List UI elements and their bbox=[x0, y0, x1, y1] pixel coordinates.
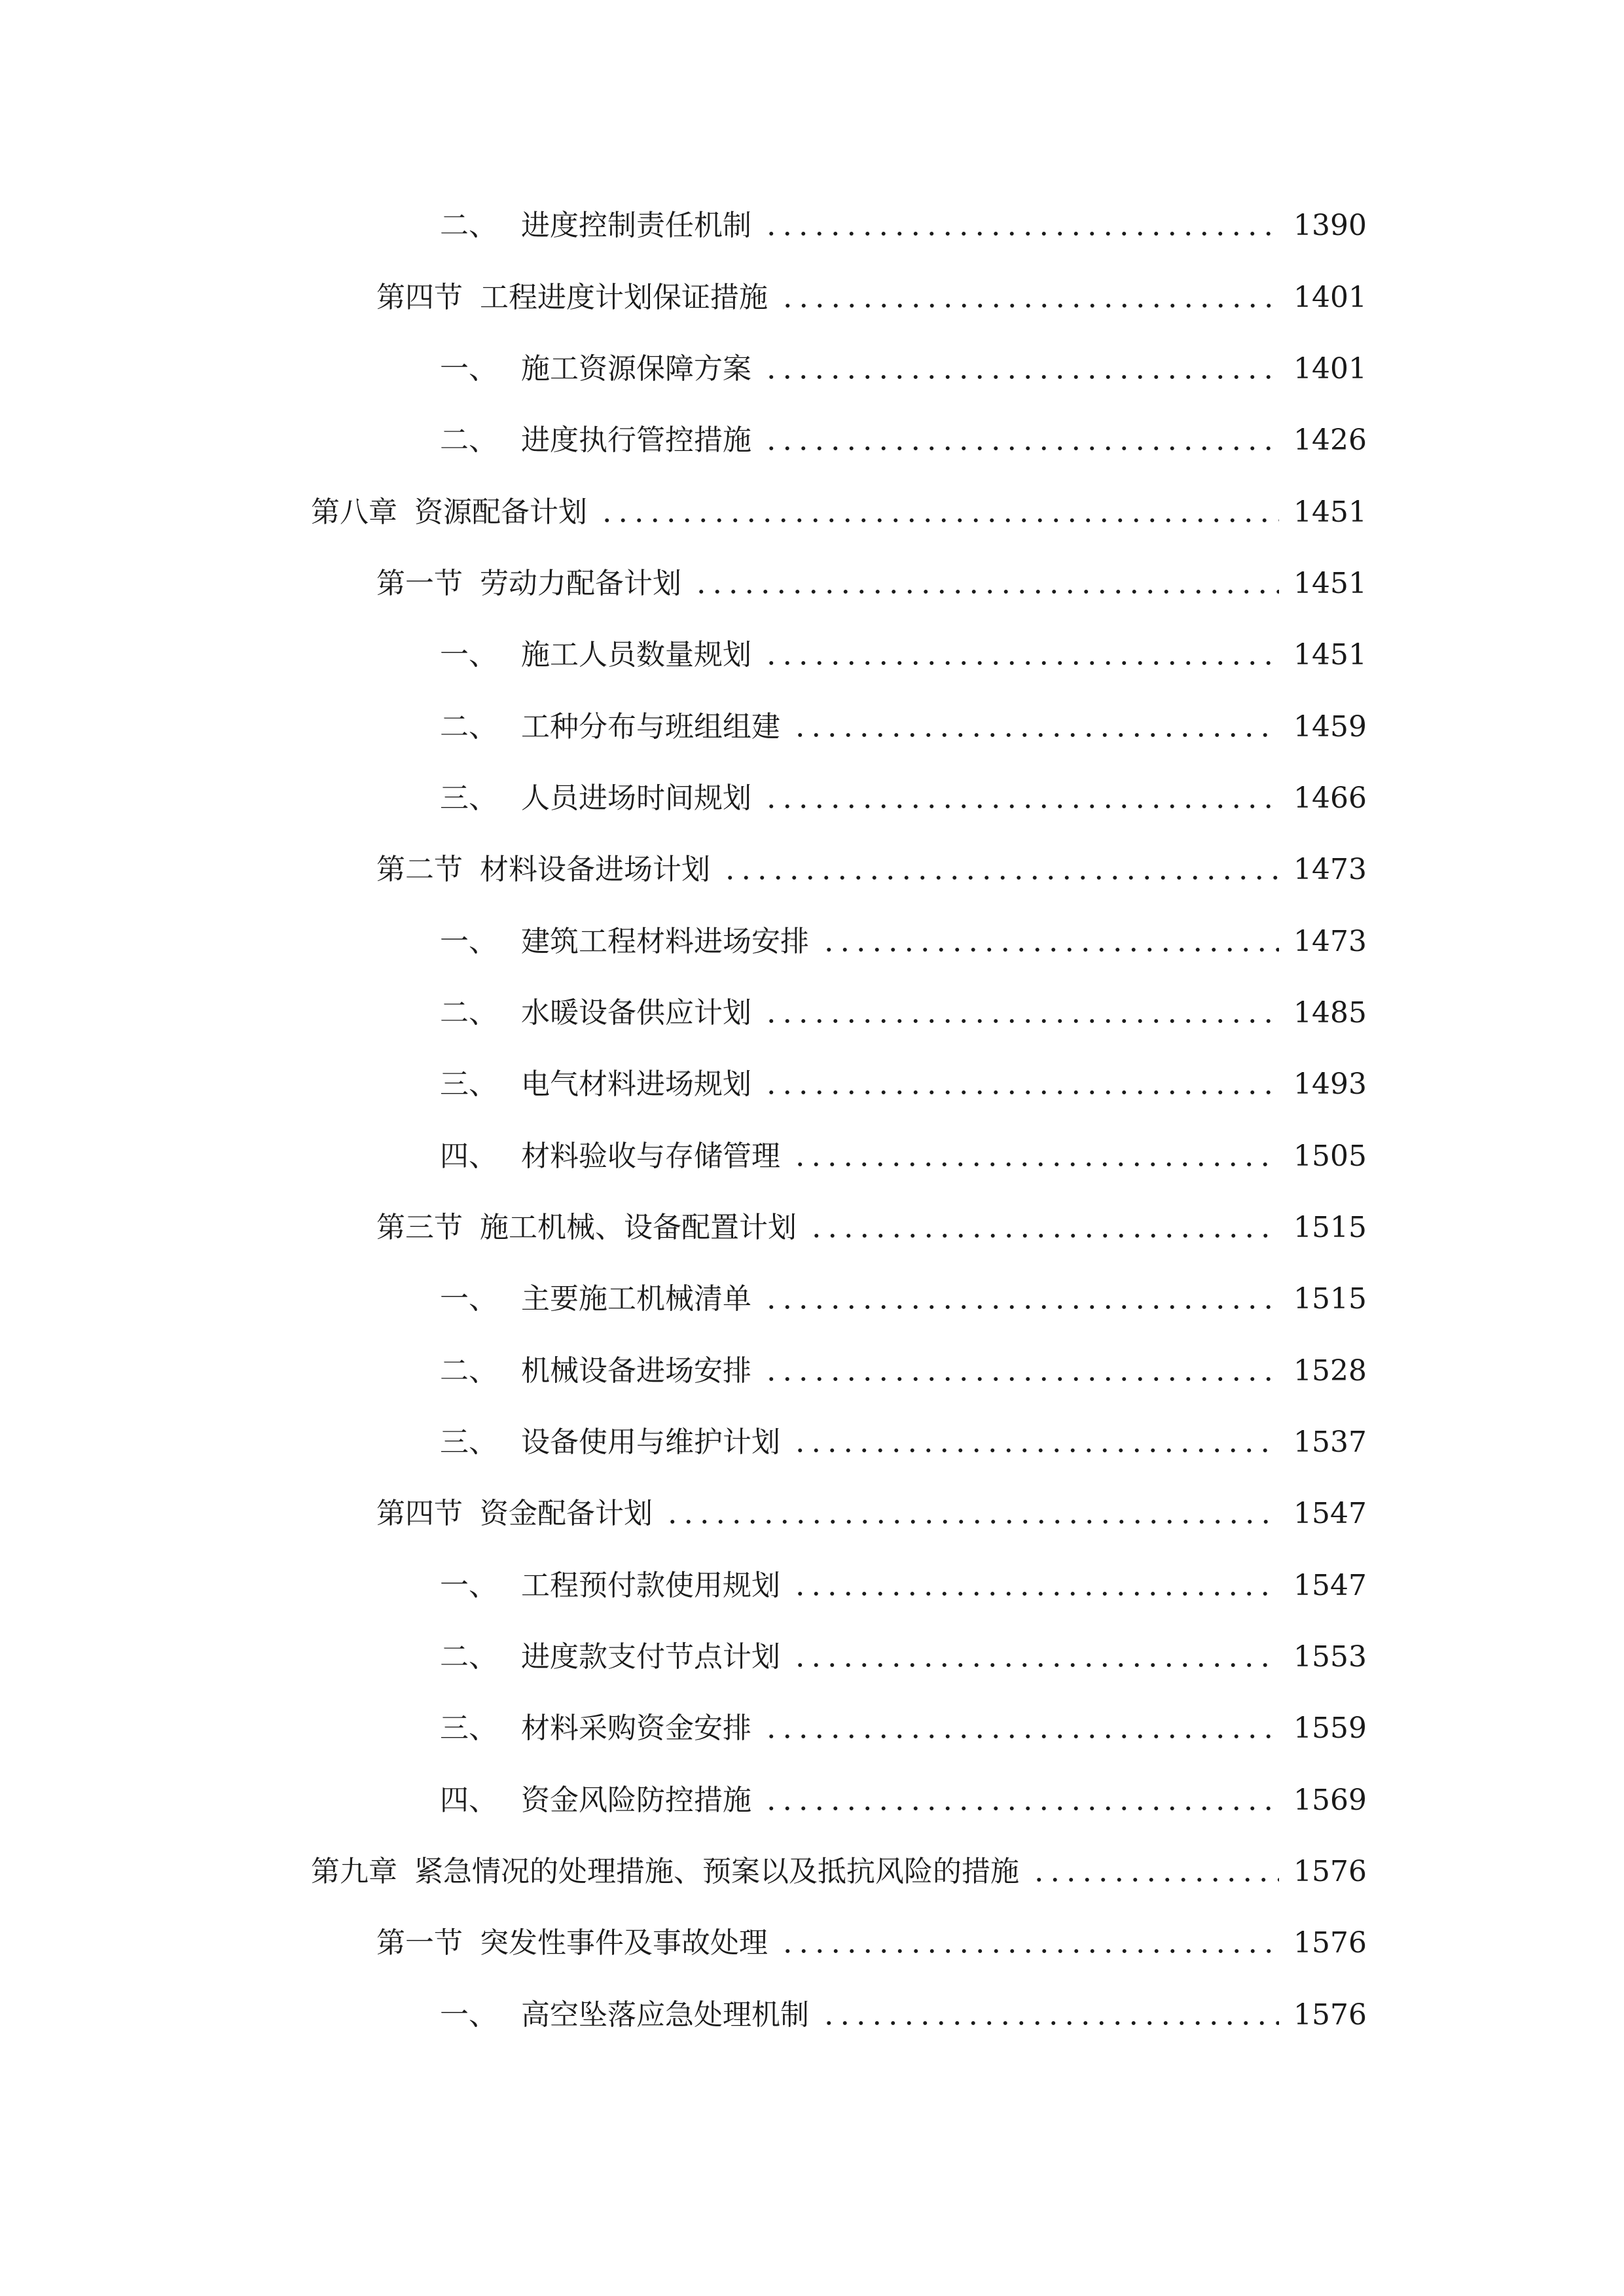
toc-entry-page: 1569 bbox=[1293, 1784, 1367, 1817]
toc-entry-title: 紧急情况的处理措施、预案以及抵抗风险的措施 bbox=[414, 1855, 1019, 1888]
toc-dot-leader bbox=[792, 1162, 1279, 1167]
toc-entry-title: 进度执行管控措施 bbox=[521, 423, 751, 457]
toc-entry-page: 1451 bbox=[1293, 495, 1367, 529]
toc-entry-title: 水暖设备供应计划 bbox=[521, 996, 751, 1030]
toc-dot-leader bbox=[792, 1591, 1279, 1596]
toc-entry[interactable] bbox=[440, 1768, 1367, 1820]
toc-dot-leader bbox=[763, 660, 1279, 666]
toc-entry-page: 1537 bbox=[1293, 1426, 1367, 1459]
toc-entry-page: 1505 bbox=[1293, 1139, 1367, 1173]
toc-entry-number: 四、 bbox=[440, 1139, 497, 1173]
toc-dot-leader bbox=[780, 303, 1279, 308]
toc-entry-title: 机械设备进场安排 bbox=[521, 1354, 751, 1388]
toc-entry-number: 一、 bbox=[440, 352, 497, 386]
toc-dot-leader bbox=[599, 518, 1279, 523]
toc-entry-number: 第三节 bbox=[376, 1211, 463, 1244]
toc-entry-title: 工种分布与班组组建 bbox=[521, 710, 780, 744]
toc-entry-title: 资金风险防控措施 bbox=[521, 1784, 751, 1817]
toc-entry-title: 突发性事件及事故处理 bbox=[480, 1926, 768, 1960]
toc-entry-title: 进度控制责任机制 bbox=[521, 209, 751, 242]
toc-dot-leader bbox=[792, 1662, 1279, 1668]
toc-entry-title: 工程进度计划保证措施 bbox=[480, 281, 768, 314]
toc-dot-leader bbox=[722, 875, 1279, 880]
toc-entry[interactable] bbox=[440, 622, 1367, 675]
toc-entry-number: 一、 bbox=[440, 1998, 497, 2032]
toc-entry-page: 1459 bbox=[1293, 710, 1367, 744]
toc-entry-title: 高空坠落应急处理机制 bbox=[521, 1998, 809, 2032]
toc-dot-leader bbox=[693, 589, 1279, 594]
toc-entry-number: 一、 bbox=[440, 925, 497, 958]
toc-entry[interactable] bbox=[440, 1410, 1367, 1462]
toc-entry[interactable] bbox=[440, 1338, 1367, 1391]
toc-entry-number: 第四节 bbox=[376, 281, 463, 314]
toc-entry[interactable] bbox=[440, 694, 1367, 747]
toc-dot-leader bbox=[763, 446, 1279, 451]
toc-entry-number: 第八章 bbox=[311, 495, 397, 529]
toc-entry-page: 1401 bbox=[1293, 352, 1367, 386]
toc-dot-leader bbox=[1031, 1877, 1279, 1882]
toc-entry[interactable] bbox=[311, 480, 1367, 532]
toc-entry-number: 二、 bbox=[440, 423, 497, 457]
toc-entry[interactable] bbox=[376, 1910, 1367, 1963]
toc-entry[interactable] bbox=[440, 1052, 1367, 1104]
toc-entry-page: 1576 bbox=[1293, 1998, 1367, 2032]
toc-entry-page: 1473 bbox=[1293, 925, 1367, 958]
toc-dot-leader bbox=[763, 1734, 1279, 1739]
toc-entry-title: 材料验收与存储管理 bbox=[521, 1139, 780, 1173]
toc-entry-number: 二、 bbox=[440, 710, 497, 744]
toc-dot-leader bbox=[780, 1948, 1279, 1954]
toc-entry-title: 资金配备计划 bbox=[480, 1497, 653, 1530]
toc-entry-title: 施工资源保障方案 bbox=[521, 352, 751, 386]
toc-entry[interactable] bbox=[440, 1624, 1367, 1677]
toc-entry-number: 三、 bbox=[440, 1426, 497, 1459]
toc-entry-number: 一、 bbox=[440, 638, 497, 672]
toc-entry-page: 1426 bbox=[1293, 423, 1367, 457]
toc-entry-page: 1401 bbox=[1293, 281, 1367, 314]
toc-entry-number: 第一节 bbox=[376, 1926, 463, 1960]
toc-entry-title: 材料设备进场计划 bbox=[480, 853, 710, 886]
toc-entry[interactable] bbox=[440, 1266, 1367, 1319]
toc-dot-leader bbox=[792, 732, 1279, 738]
toc-entry-title: 材料采购资金安排 bbox=[521, 1712, 751, 1745]
toc-dot-leader bbox=[763, 1806, 1279, 1811]
toc-entry-page: 1515 bbox=[1293, 1282, 1367, 1316]
toc-dot-leader bbox=[763, 1090, 1279, 1095]
toc-entry-page: 1473 bbox=[1293, 853, 1367, 886]
toc-entry[interactable] bbox=[440, 1696, 1367, 1748]
toc-entry-title: 施工人员数量规划 bbox=[521, 638, 751, 672]
toc-entry-number: 三、 bbox=[440, 1067, 497, 1101]
toc-entry-page: 1466 bbox=[1293, 781, 1367, 815]
toc-entry-number: 第一节 bbox=[376, 567, 463, 600]
toc-entry-number: 第九章 bbox=[311, 1855, 397, 1888]
toc-entry-page: 1528 bbox=[1293, 1354, 1367, 1388]
toc-entry[interactable] bbox=[440, 1982, 1367, 2035]
toc-entry-number: 三、 bbox=[440, 1712, 497, 1745]
toc-dot-leader bbox=[821, 947, 1279, 952]
toc-entry-title: 主要施工机械清单 bbox=[521, 1282, 751, 1316]
toc-dot-leader bbox=[763, 1376, 1279, 1382]
toc-entry-number: 第二节 bbox=[376, 853, 463, 886]
toc-entry[interactable] bbox=[440, 909, 1367, 961]
toc-entry-title: 电气材料进场规划 bbox=[521, 1067, 751, 1101]
toc-entry-title: 资源配备计划 bbox=[414, 495, 587, 529]
toc-dot-leader bbox=[763, 231, 1279, 236]
toc-entry[interactable] bbox=[376, 1195, 1367, 1247]
toc-entry-number: 二、 bbox=[440, 1640, 497, 1674]
toc-entry[interactable] bbox=[311, 1839, 1367, 1892]
toc-entry-number: 四、 bbox=[440, 1784, 497, 1817]
toc-entry[interactable] bbox=[376, 551, 1367, 603]
toc-entry-title: 工程预付款使用规划 bbox=[521, 1569, 780, 1602]
toc-entry-page: 1553 bbox=[1293, 1640, 1367, 1674]
toc-entry-page: 1390 bbox=[1293, 209, 1367, 242]
toc-dot-leader bbox=[821, 2020, 1279, 2026]
toc-entry-number: 二、 bbox=[440, 1354, 497, 1388]
toc-dot-leader bbox=[763, 374, 1279, 380]
toc-entry-page: 1451 bbox=[1293, 638, 1367, 672]
toc-dot-leader bbox=[763, 1018, 1279, 1024]
toc-entry[interactable] bbox=[376, 1481, 1367, 1534]
toc-entry-number: 三、 bbox=[440, 781, 497, 815]
toc-entry-page: 1559 bbox=[1293, 1712, 1367, 1745]
toc-entry-title: 人员进场时间规划 bbox=[521, 781, 751, 815]
toc-entry-page: 1547 bbox=[1293, 1497, 1367, 1530]
toc-entry[interactable] bbox=[440, 766, 1367, 818]
toc-dot-leader bbox=[808, 1233, 1279, 1238]
toc-dot-leader bbox=[664, 1519, 1279, 1524]
toc-entry-number: 第四节 bbox=[376, 1497, 463, 1530]
toc-entry[interactable] bbox=[376, 265, 1367, 317]
toc-entry[interactable] bbox=[440, 980, 1367, 1033]
toc-entry-title: 进度款支付节点计划 bbox=[521, 1640, 780, 1674]
toc-entry-number: 二、 bbox=[440, 209, 497, 242]
toc-entry-page: 1515 bbox=[1293, 1211, 1367, 1244]
toc-entry-number: 二、 bbox=[440, 996, 497, 1030]
toc-entry-title: 建筑工程材料进场安排 bbox=[521, 925, 809, 958]
toc-entry[interactable] bbox=[440, 336, 1367, 389]
toc-entry[interactable] bbox=[440, 408, 1367, 460]
toc-entry-number: 一、 bbox=[440, 1569, 497, 1602]
toc-entry-title: 设备使用与维护计划 bbox=[521, 1426, 780, 1459]
toc-entry[interactable] bbox=[440, 1124, 1367, 1176]
toc-entry-page: 1485 bbox=[1293, 996, 1367, 1030]
toc-dot-leader bbox=[792, 1448, 1279, 1453]
toc-entry-number: 一、 bbox=[440, 1282, 497, 1316]
toc-entry-page: 1576 bbox=[1293, 1926, 1367, 1960]
toc-entry[interactable] bbox=[440, 1553, 1367, 1605]
toc-entry[interactable] bbox=[376, 837, 1367, 889]
toc-entry-title: 劳动力配备计划 bbox=[480, 567, 681, 600]
toc-entry-page: 1451 bbox=[1293, 567, 1367, 600]
toc-entry-title: 施工机械、设备配置计划 bbox=[480, 1211, 797, 1244]
toc-entry-page: 1493 bbox=[1293, 1067, 1367, 1101]
toc-entry-page: 1576 bbox=[1293, 1855, 1367, 1888]
toc-dot-leader bbox=[763, 1304, 1279, 1310]
toc-dot-leader bbox=[763, 804, 1279, 809]
toc-entry[interactable] bbox=[440, 193, 1367, 245]
toc-entry-page: 1547 bbox=[1293, 1569, 1367, 1602]
